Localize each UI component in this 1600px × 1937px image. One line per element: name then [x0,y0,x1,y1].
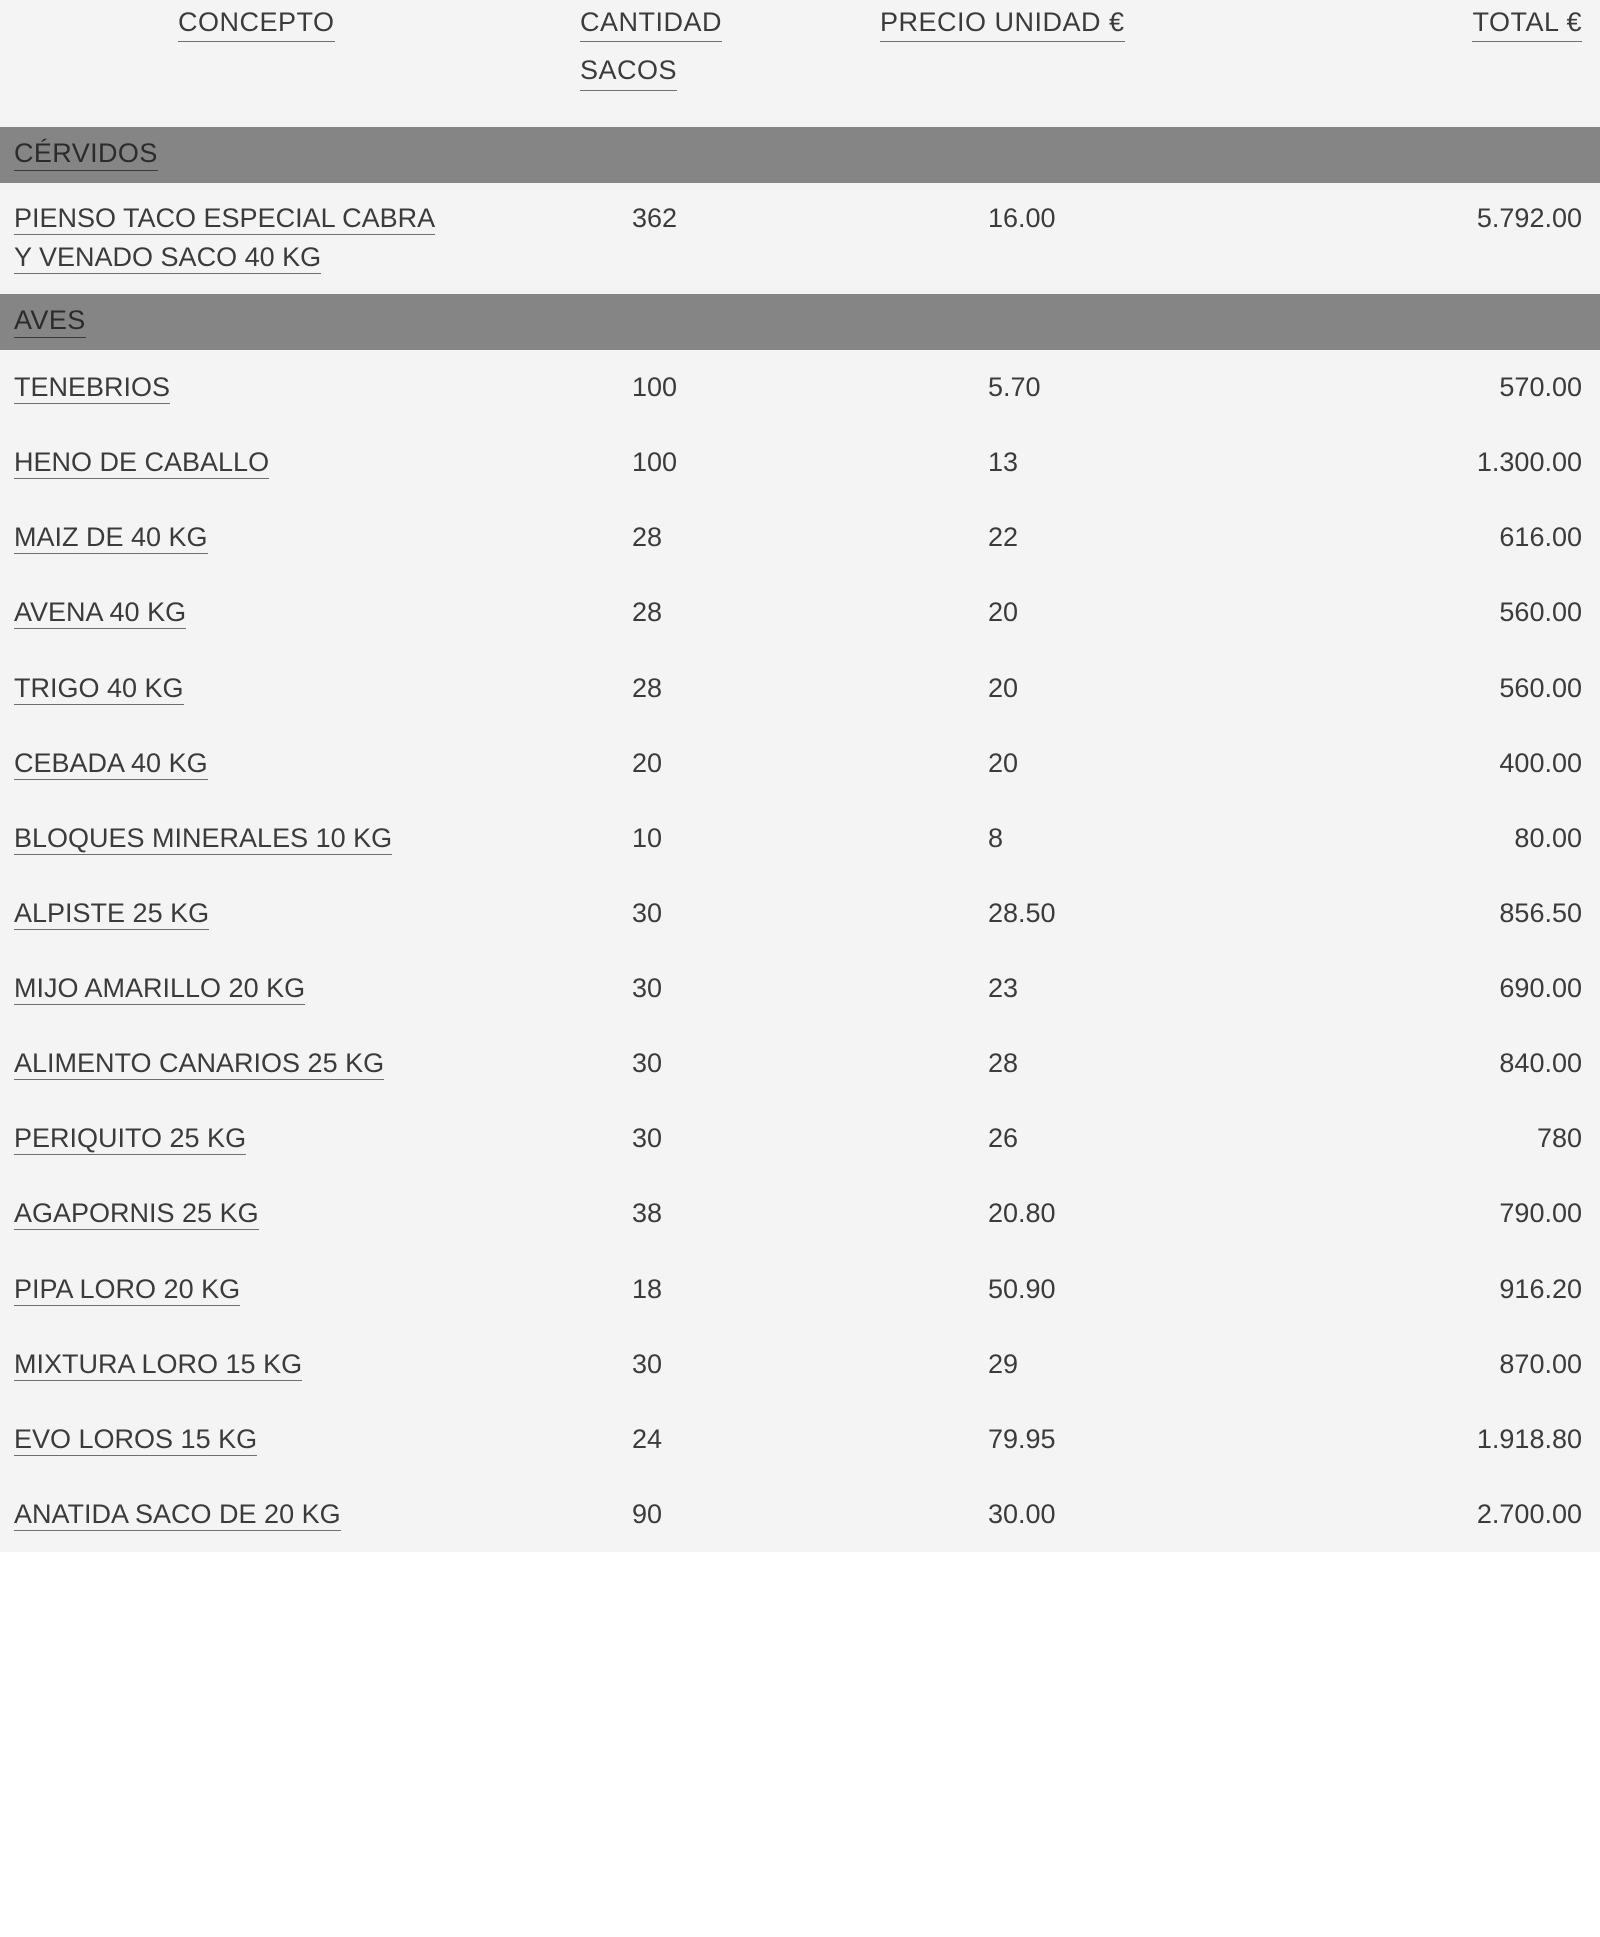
cell-total: 1.300.00 [1240,425,1600,500]
column-header-sacos-label: SACOS [580,52,677,90]
column-header-concepto [0,0,580,101]
cell-quantity: 28 [580,575,840,650]
cell-concept [0,500,580,575]
cell-total: 400.00 [1240,726,1600,801]
cell-concept [0,801,580,876]
cell-quantity: 30 [580,951,840,1026]
concept-text: CEBADA 40 KG [14,747,208,778]
cell-quantity: 100 [580,350,840,425]
section-header-row [0,294,1600,350]
cell-total: 616.00 [1240,500,1600,575]
cell-total: 570.00 [1240,350,1600,425]
concept-text: MIXTURA LORO 15 KG [14,1348,303,1379]
cell-unit-price: 26 [840,1101,1240,1176]
cell-unit-price: 28.50 [840,876,1240,951]
cell-concept [0,1026,580,1101]
concept-text: PERIQUITO 25 KG [14,1123,247,1154]
column-header-concepto-label: CONCEPTO [178,4,335,42]
cell-total: 916.20 [1240,1252,1600,1327]
concept-text: MAIZ DE 40 KG [14,522,208,553]
cell-concept [0,575,580,650]
concept-text: ALPISTE 25 KG [14,897,210,928]
cell-unit-price: 22 [840,500,1240,575]
cell-concept [0,183,580,293]
cell-total: 790.00 [1240,1176,1600,1251]
cell-unit-price: 8 [840,801,1240,876]
column-header-cantidad-label: CANTIDAD [580,4,722,42]
table-row [0,500,1600,575]
concept-text: AGAPORNIS 25 KG [14,1198,259,1229]
cell-quantity: 28 [580,500,840,575]
section-title: AVES [14,304,86,338]
concept-text: ALIMENTO CANARIOS 25 KG [14,1048,385,1079]
cell-total: 870.00 [1240,1327,1600,1402]
concept-text: TRIGO 40 KG [14,672,184,703]
cell-quantity: 90 [580,1477,840,1552]
column-header-cantidad-sacos [580,0,840,101]
cell-concept [0,1252,580,1327]
cell-concept [0,425,580,500]
table-row [0,575,1600,650]
cell-concept [0,951,580,1026]
cell-quantity: 30 [580,876,840,951]
column-header-precio-unidad [840,0,1240,101]
cell-unit-price: 20 [840,651,1240,726]
column-header-total [1240,0,1600,101]
cell-quantity: 30 [580,1026,840,1101]
cell-unit-price: 30.00 [840,1477,1240,1552]
cell-unit-price: 16.00 [840,183,1240,293]
cell-total: 856.50 [1240,876,1600,951]
concept-text: ANATIDA SACO DE 20 KG [14,1499,341,1530]
table-row [0,183,1600,293]
concept-text: TENEBRIOS [14,371,171,402]
section-header-row [0,127,1600,183]
cell-quantity: 28 [580,651,840,726]
cell-unit-price: 20.80 [840,1176,1240,1251]
table-header [0,0,1600,127]
table-row [0,651,1600,726]
cell-total: 1.918.80 [1240,1402,1600,1477]
concept-text: AVENA 40 KG [14,597,187,628]
table-row [0,1402,1600,1477]
table-row [0,1252,1600,1327]
cell-concept [0,876,580,951]
cell-unit-price: 20 [840,575,1240,650]
cell-unit-price: 28 [840,1026,1240,1101]
cell-concept [0,350,580,425]
section-title: CÉRVIDOS [14,137,158,171]
cell-total: 80.00 [1240,801,1600,876]
cell-total: 2.700.00 [1240,1477,1600,1552]
column-header-precio-unidad-label: PRECIO UNIDAD € [880,4,1125,42]
cell-concept [0,1176,580,1251]
cell-unit-price: 5.70 [840,350,1240,425]
table-row [0,1026,1600,1101]
cell-concept [0,1327,580,1402]
cell-concept [0,1402,580,1477]
concept-text: MIJO AMARILLO 20 KG [14,973,306,1004]
cell-quantity: 20 [580,726,840,801]
table-row [0,1327,1600,1402]
concept-text: PIPA LORO 20 KG [14,1273,241,1304]
table-body [0,127,1600,1552]
cell-concept [0,1477,580,1552]
cell-quantity: 24 [580,1402,840,1477]
cell-total: 560.00 [1240,575,1600,650]
cell-unit-price: 79.95 [840,1402,1240,1477]
cell-quantity: 18 [580,1252,840,1327]
cell-quantity: 30 [580,1101,840,1176]
concept-text: BLOQUES MINERALES 10 KG [14,822,393,853]
table-row [0,951,1600,1026]
cell-quantity: 30 [580,1327,840,1402]
header-spacer [0,101,1600,127]
cell-unit-price: 50.90 [840,1252,1240,1327]
table-row [0,425,1600,500]
table-row [0,1101,1600,1176]
cell-unit-price: 29 [840,1327,1240,1402]
table-row [0,350,1600,425]
concept-text: HENO DE CABALLO [14,447,270,478]
table-row [0,876,1600,951]
cell-concept [0,651,580,726]
cell-quantity: 10 [580,801,840,876]
cell-concept [0,726,580,801]
concept-text-line1: PIENSO TACO ESPECIAL CABRA [14,203,436,234]
cell-quantity: 38 [580,1176,840,1251]
cell-concept [0,1101,580,1176]
table-row [0,801,1600,876]
table-row [0,726,1600,801]
table-row [0,1176,1600,1251]
cell-total: 690.00 [1240,951,1600,1026]
concept-text-line2: Y VENADO SACO 40 KG [14,242,322,273]
cell-total: 5.792.00 [1240,183,1600,293]
cell-unit-price: 13 [840,425,1240,500]
cell-quantity: 100 [580,425,840,500]
column-header-total-label: TOTAL € [1472,4,1582,42]
cell-total: 780 [1240,1101,1600,1176]
cell-quantity: 362 [580,183,840,293]
cell-unit-price: 20 [840,726,1240,801]
cell-unit-price: 23 [840,951,1240,1026]
cell-total: 840.00 [1240,1026,1600,1101]
cell-total: 560.00 [1240,651,1600,726]
table-row [0,1477,1600,1552]
concept-text: EVO LOROS 15 KG [14,1423,258,1454]
